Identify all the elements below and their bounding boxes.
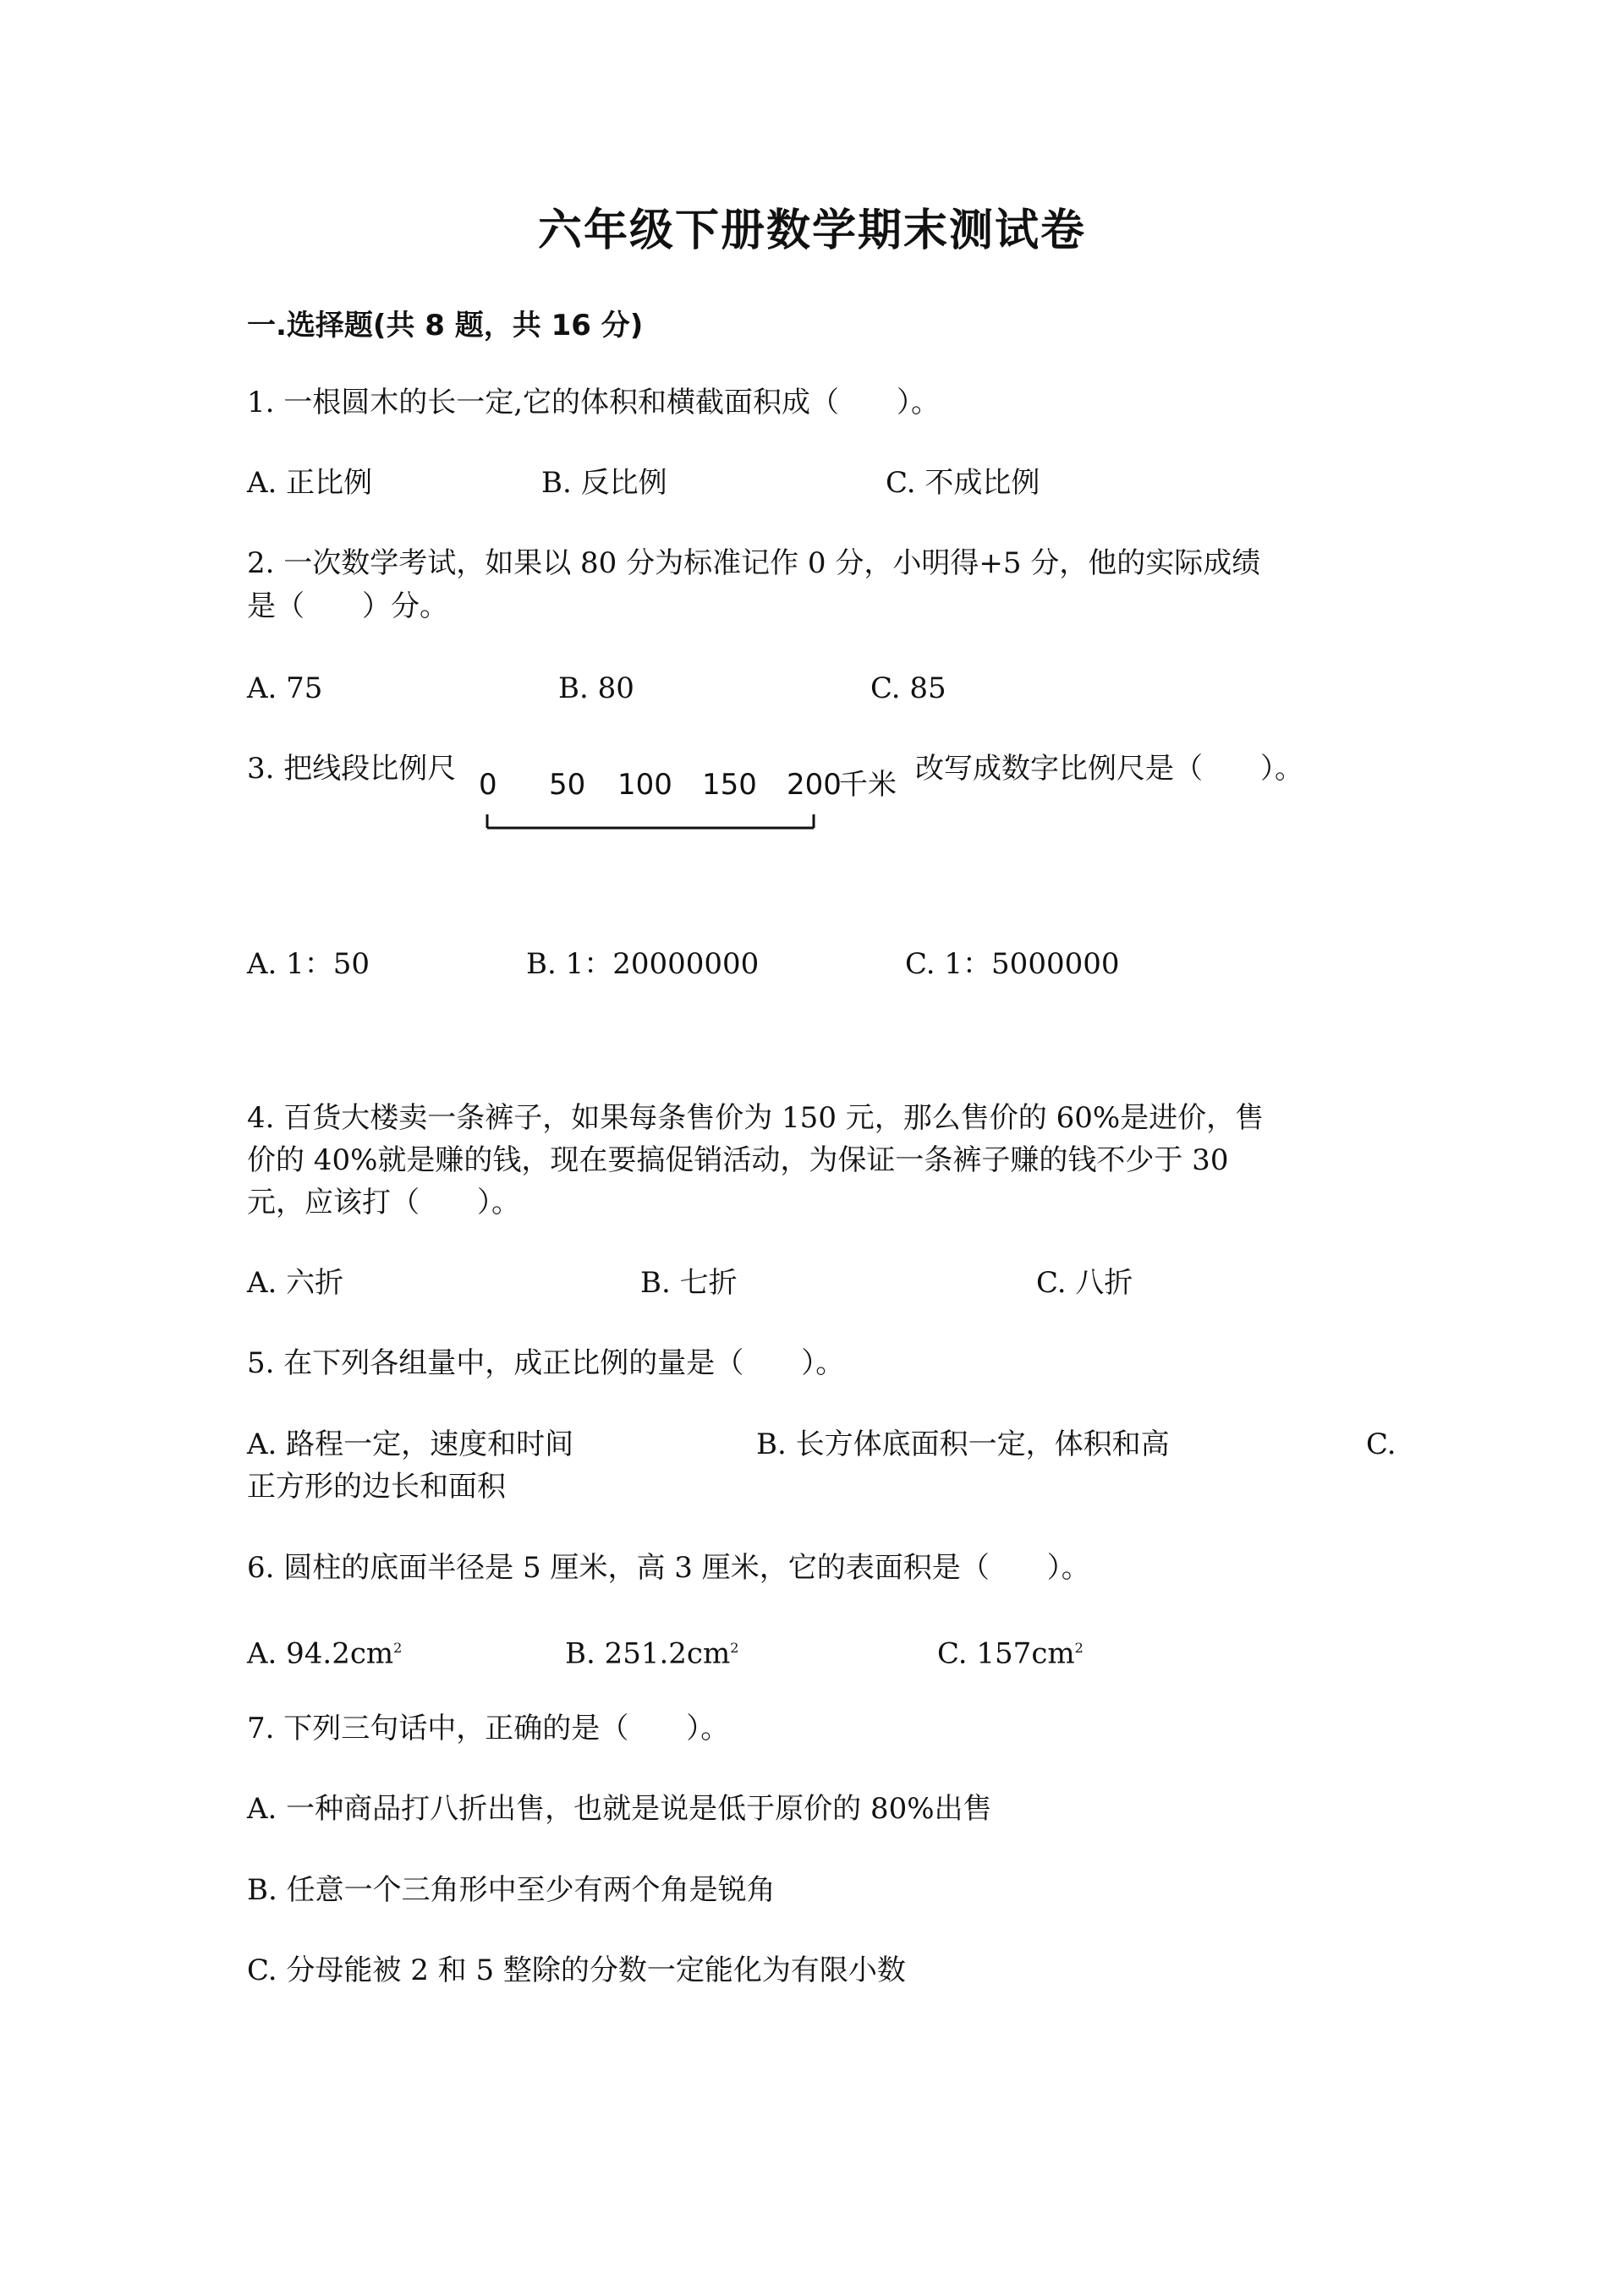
page-title: 六年级下册数学期末测试卷 [537, 205, 1086, 256]
question-3-suffix: 改写成数字比例尺是（ ）。 [915, 752, 1303, 786]
q5-option-a: A. 路程一定，速度和时间 [247, 1427, 574, 1461]
q7-option-b: B. 任意一个三角形中至少有两个角是锐角 [247, 1873, 776, 1907]
q3-option-b: B. 1：20000000 [526, 947, 760, 981]
scale-tick-label-200: 200 [787, 768, 842, 802]
q3-option-c: C. 1：5000000 [905, 947, 1120, 981]
scale-tick-label-150: 150 [702, 768, 757, 802]
q5-option-c-continued: 正方形的边长和面积 [247, 1470, 506, 1504]
q1-option-b: B. 反比例 [541, 466, 667, 500]
q4-option-c: C. 八折 [1036, 1266, 1133, 1300]
q5-option-b: B. 长方体底面积一定，体积和高 [756, 1427, 1170, 1461]
q6-option-a [247, 1627, 402, 1674]
question-4-line-2: 价的 40%就是赚的钱，现在要搞促销活动，为保证一条裤子赚的钱不少于 30 [247, 1143, 1229, 1177]
q2-option-b: B. 80 [558, 671, 634, 705]
q6-option-a-text: A. 94.2cm [247, 1636, 394, 1671]
q1-option-c: C. 不成比例 [886, 466, 1040, 500]
question-3-prefix: 3. 把线段比例尺 [247, 752, 457, 786]
question-2-line-2: 是（ ）分。 [247, 589, 448, 623]
question-6: 6. 圆柱的底面半径是 5 厘米，高 3 厘米，它的表面积是（ ）。 [247, 1551, 1090, 1585]
q6-option-b-exponent: 2 [730, 1640, 739, 1656]
question-7: 7. 下列三句话中，正确的是（ ）。 [247, 1712, 730, 1745]
q3-option-a: A. 1：50 [247, 947, 370, 981]
section-heading: 一.选择题(共 8 题，共 16 分) [247, 309, 644, 342]
q2-option-a: A. 75 [247, 671, 323, 705]
q6-option-b-text: B. 251.2cm [565, 1636, 731, 1671]
scale-unit-label: 千米 [839, 768, 897, 802]
question-4-line-3: 元，应该打（ ）。 [247, 1186, 520, 1219]
q6-option-c-exponent: 2 [1074, 1640, 1084, 1656]
question-4-line-1: 4. 百货大楼卖一条裤子，如果每条售价为 150 元，那么售价的 60%是进价，售 [247, 1101, 1265, 1135]
question-2-line-1: 2. 一次数学考试，如果以 80 分为标准记作 0 分，小明得+5 分，他的实际成绩 [247, 546, 1261, 580]
scale-tick-label-0: 0 [479, 768, 497, 802]
q6-option-b [565, 1627, 738, 1674]
q6-option-c [937, 1627, 1084, 1674]
q6-option-c-text: C. 157cm [937, 1636, 1075, 1671]
q4-option-a: A. 六折 [247, 1266, 344, 1300]
q4-option-b: B. 七折 [640, 1266, 738, 1300]
question-1: 1. 一根圆木的长一定,它的体积和横截面积成（ ）。 [247, 386, 941, 419]
q7-option-c: C. 分母能被 2 和 5 整除的分数一定能化为有限小数 [247, 1954, 906, 1987]
q1-option-a: A. 正比例 [247, 466, 373, 500]
scale-tick-label-100: 100 [617, 768, 672, 802]
q2-option-c: C. 85 [870, 671, 946, 705]
question-5: 5. 在下列各组量中，成正比例的量是（ ）。 [247, 1346, 845, 1380]
line-segment-scale [479, 757, 914, 841]
q7-option-a: A. 一种商品打八折出售，也就是说是低于原价的 80%出售 [247, 1792, 992, 1826]
scale-tick-label-50: 50 [549, 768, 586, 802]
q6-option-a-exponent: 2 [393, 1640, 403, 1656]
q5-option-c: C. [1366, 1427, 1396, 1461]
